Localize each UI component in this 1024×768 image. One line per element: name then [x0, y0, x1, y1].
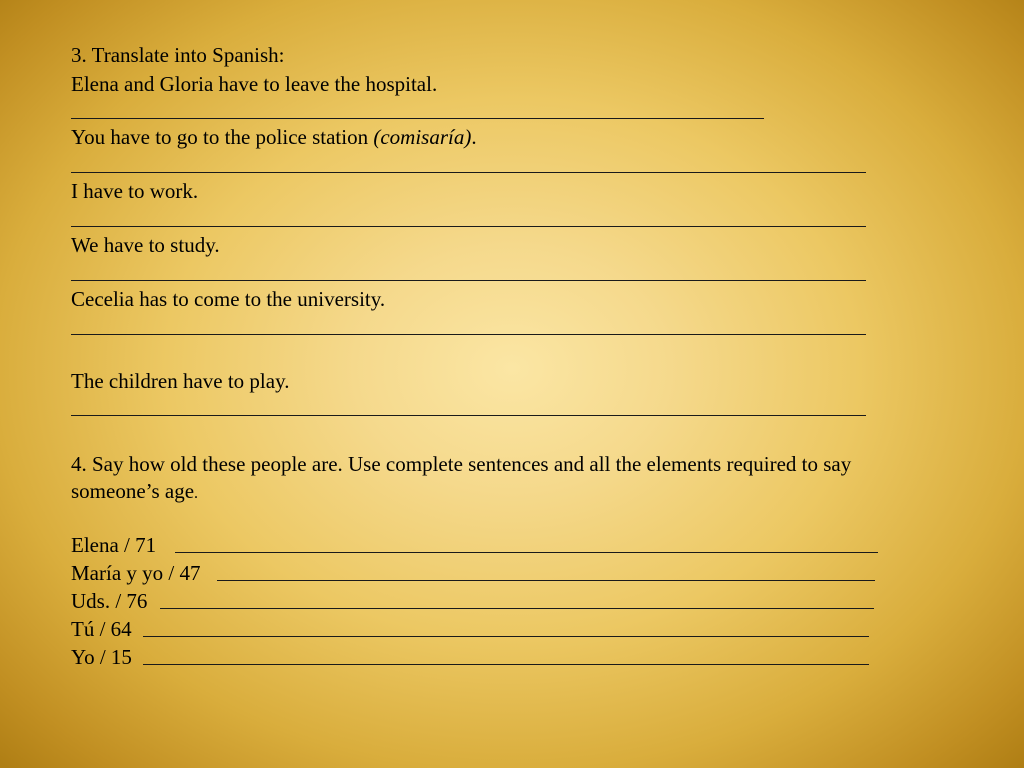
answer-line-3[interactable]	[71, 226, 866, 227]
age-answer-line-tu[interactable]	[143, 636, 869, 637]
age-prompt-elena: Elena / 71	[71, 533, 157, 557]
translate-prompt-6: The children have to play.	[71, 369, 290, 393]
translate-prompt-2-italic: (comisaría)	[373, 125, 472, 149]
age-prompt-maria-y-yo: María y yo / 47	[71, 561, 201, 585]
age-prompt-tu: Tú / 64	[71, 617, 132, 641]
answer-line-1[interactable]	[71, 118, 764, 119]
answer-line-4[interactable]	[71, 280, 866, 281]
age-answer-line-uds[interactable]	[160, 608, 874, 609]
age-answer-line-yo[interactable]	[143, 664, 869, 665]
translate-prompt-3: I have to work.	[71, 179, 199, 203]
section-4-heading-period: .	[194, 485, 199, 502]
answer-line-6[interactable]	[71, 415, 866, 416]
age-answer-line-elena[interactable]	[175, 552, 878, 553]
answer-line-2[interactable]	[71, 172, 866, 173]
age-prompt-yo: Yo / 15	[71, 645, 132, 669]
age-prompt-uds: Uds. / 76	[71, 589, 148, 613]
translate-prompt-2-text: You have to go to the police station	[71, 125, 374, 149]
translate-prompt-5: Cecelia has to come to the university.	[71, 287, 386, 311]
section-3-heading: 3. Translate into Spanish:	[71, 43, 285, 67]
section-4-heading-line-1: 4. Say how old these people are. Use complete sentences and all the elements required to say	[71, 452, 852, 476]
translate-prompt-4: We have to study.	[71, 233, 220, 257]
translate-prompt-2-period: .	[471, 125, 477, 149]
age-answer-line-maria-y-yo[interactable]	[217, 580, 875, 581]
translate-prompt-1: Elena and Gloria have to leave the hospital.	[71, 72, 438, 96]
translate-prompt-2	[71, 125, 477, 149]
section-4-heading-line-2-text: someone’s age	[71, 479, 195, 503]
section-4-heading-line-2	[71, 479, 198, 506]
answer-line-5[interactable]	[71, 334, 866, 335]
